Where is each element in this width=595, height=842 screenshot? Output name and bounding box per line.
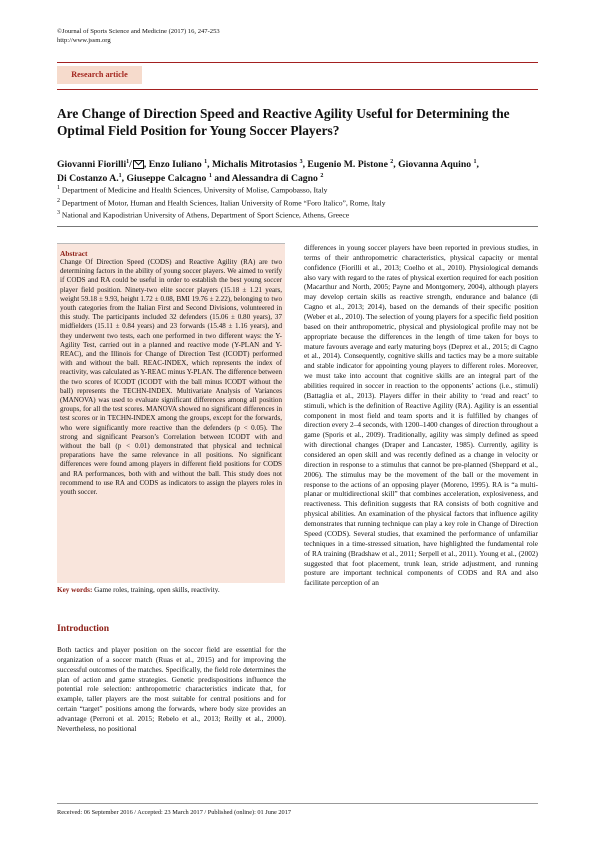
header-rule-top — [57, 62, 538, 63]
author-affiliation-sup: 2 — [390, 159, 394, 165]
affiliation-number: 2 — [57, 197, 60, 204]
author-affiliation-sup: 3 — [299, 159, 303, 165]
author-name: , Michalis Mitrotasios — [207, 159, 298, 171]
right-column — [304, 243, 538, 588]
author-name: , Giovanna Aquino — [393, 159, 472, 171]
envelope-icon[interactable] — [133, 160, 144, 169]
keywords — [57, 586, 283, 595]
introduction-column — [57, 645, 286, 734]
introduction-heading: Introduction — [57, 623, 110, 634]
author-affiliation-sup: 2 — [320, 172, 324, 179]
author-name: Giovanni Fiorilli — [57, 159, 127, 171]
article-type-label: Research article — [57, 66, 142, 84]
affiliation-1 — [57, 183, 540, 196]
abstract-heading: Abstract — [60, 249, 88, 258]
affiliation-text: Department of Medicine and Health Sciences, University of Molise, Campobasso, Italy — [60, 185, 328, 195]
header-rule-bottom — [57, 89, 538, 90]
author-separator: , — [476, 159, 479, 171]
right-column-text: differences in young soccer players have been reported in previous studies, in terms of their anthropometric characteristics, physical capacity or mental confidence (Fiorilli et al., 2013; Coelho et al., 2010). Physiological demands also vary with regard to the rates of physical exertion required for each position (Macarthur and North, 2005; Payne and Montgomery, 2004), although players may develop certain skills as reactive strength, endurance and balance (di Cagno et al., 2013; 2014), based on the demands of their specific position (Weber et al., 2010). The selection of young players for a specific field position based on their anthropometric, physical and physiological profile may not be appropriate because the differences in the length of time taken for boys to mature favours average and early maturing boys (Deprez et al., 2015; di Cagno et al., 2014). Consequently, cognitive skills and tactics may be a more suitable and stable indicator for appointing young players to different roles. Moreover, we must take into account that cognitive skills are an integral part of the abilities required in soccer in reaction to the opponents’ actions (i.e., stimuli) (Battaglia et al., 2013). Players differ in their ability to ‘read and react’ to stimuli, which is the definition of Reactive Agility (RA). Agility is an essential component in most field and team sports and it is fulfilled by changes of direction every 2–4 seconds, with 1200–1400 changes of direction throughout a game (Sporis et al., 2009). Traditionally, agility was simply defined as speed with directional changes (Draper and Lancaster, 1985). Currently, agility is considered an open skill and was recently defined as a change in velocity or direction in response to a stimulus that cannot be pre-planned (Sheppard et al., 2006). The stimulus may be the movement of the ball or the movement in response to the actions of an opposing player (Moreno, 1995). RA is “a multi-planar or multidirectional skill” that combines acceleration, explosiveness, and reactiveness. This definition suggests that RA consists of both cognitive and physical abilities. An examination of the physical factors that influence agility demonstrates that running technique can play a key role in Change of Direction Speed (CODS). Several studies, that examined the performance of unfamiliar techniques in a time-stressed situation, have highlighted the fundamental role of RA training (Bradshaw et al., 2011; Serpell et al., 2011). Young et al., (2002) suggested that foot placement, trunk lean, stride adjustment, and running posture are important technical components of CODS and RA and also facilitate perception of an — [304, 243, 538, 588]
keywords-text: Game roles, training, open skills, reactivity. — [92, 586, 220, 594]
affiliation-number: 3 — [57, 210, 60, 217]
author-name: , Enzo Iuliano — [143, 159, 202, 171]
author-affiliation-sup: 1 — [208, 172, 212, 179]
journal-url[interactable]: http://www.jssm.org — [57, 37, 111, 44]
author-affiliation-sup: 1 — [204, 159, 208, 165]
affiliation-text: National and Kapodistrian University of Athens, Department of Sport Science, Athens, Greece — [60, 211, 350, 220]
author-name: , Eugenio M. Pistone — [302, 159, 388, 171]
affiliation-divider — [57, 226, 538, 227]
introduction-paragraph: Both tactics and player position on the soccer field are essential for the organization of a soccer match (Ruas et al., 2015) and for improving the successful outcomes of the matches. Specifically, the field role determines the plan of action and game strategies. Genetic predispositions influence the potential role selection: anthropometric characteristics indicate that, for example, taller players are the most suitable for central positions and for certain “target” positions among the forwards, where body size provides an advantage (Perroni et al. 2015; Rebelo et al., 2013; Reilly et al., 2000). Nevertheless, no positional — [57, 645, 286, 733]
author-name: and Alessandra di Cagno — [211, 172, 318, 184]
abstract-text: Change Of Direction Speed (CODS) and Reactive Agility (RA) are two determining factors in the ability of young soccer players. We aimed to verify if CODS and RA could be useful in order to establish the best young soccer player field position. Ninety-two elite soccer players (15.18 ± 1.21 years, weight 59.18 ± 9.93, height 1.72 ± 0.08, BMI 19.76 ± 2.22), belonging to two youth categories from the Italian First and Second Divisions, volunteered in this study. The participants included 32 defenders (15.06 ± 0.80 years), 37 midfielders (15.11 ± 0.84 years) and 23 forwards (15.48 ± 1.16 years), and they underwent two tests, each one performed in two different ways: the Y-Agility Test, carried out in a planned and reactive mode (Y-PLAN and Y-REAC), and the Illinois for Change of Direction Test (ICODT) performed with and without the ball. REAC-INDEX, which represents the index of reactivity, was calculated as Y-REAC minus Y-PLAN. The difference between the two scores of ICODT (ICODT with the ball minus ICODT without the ball) represents the TECHN-INDEX. Multivariate Analysis of Variances (MANOVA) was used to evaluate significant differences among all position groups, for all the test scores. MANOVA showed no significant differences in test scores or in TECHN-INDEX among the groups, except for the forwards, who were significantly more reactive than the defenders (p < 0.05). The strong and significant Pearson’s Correlation between ICODT with and without the ball (p < 0.01) demonstrated that physical and technical preparations have the same relevance in all positions. No significant differences were found among players in different field positions for CODS and RA performances, both with and without the ball. This study does not recommend to use RA and CODS as indicators to assign the players roles in youth soccer. — [60, 258, 282, 497]
affiliation-text: Department of Motor, Human and Health Sciences, Italian University of Rome “Foro Italico”, Rome, Italy — [60, 198, 386, 208]
abstract-box — [57, 243, 285, 583]
author-affiliation-sup: 1 — [126, 159, 130, 165]
author-name: , Giuseppe Calcagno — [121, 172, 207, 184]
author-name: Di Costanzo A. — [57, 172, 119, 184]
footer-rule — [57, 803, 538, 804]
abstract-content — [60, 249, 282, 497]
article-title: Are Change of Direction Speed and Reactive Agility Useful for Determining the Optimal Field Position for Young Soccer Players? — [57, 106, 510, 138]
affiliations — [57, 183, 540, 221]
affiliation-3 — [57, 208, 540, 221]
affiliation-2 — [57, 196, 540, 209]
journal-citation: ©Journal of Sports Science and Medicine (2017) 16, 247-253 — [57, 28, 220, 35]
author-list: Giovanni Fiorilli$^1$/ , Enzo Iuliano $^1$, Michalis Mitrotasios $^3$, Eugenio M. Pistone $^2$, Giovanna Aquino $^1$, Di Costanzo A.$^1$, Giuseppe Calcagno $^1$ and Alessandra di Cagno $^2$ — [57, 159, 479, 184]
author-affiliation-sup: 1 — [473, 159, 477, 165]
author-affiliation-sup: 1 — [118, 172, 122, 179]
received-dates: Received: 06 September 2016 / Accepted: 23 March 2017 / Published (online): 01 June 2017 — [57, 809, 291, 816]
keywords-label: Key words: — [57, 586, 93, 594]
affiliation-number: 1 — [57, 185, 60, 191]
